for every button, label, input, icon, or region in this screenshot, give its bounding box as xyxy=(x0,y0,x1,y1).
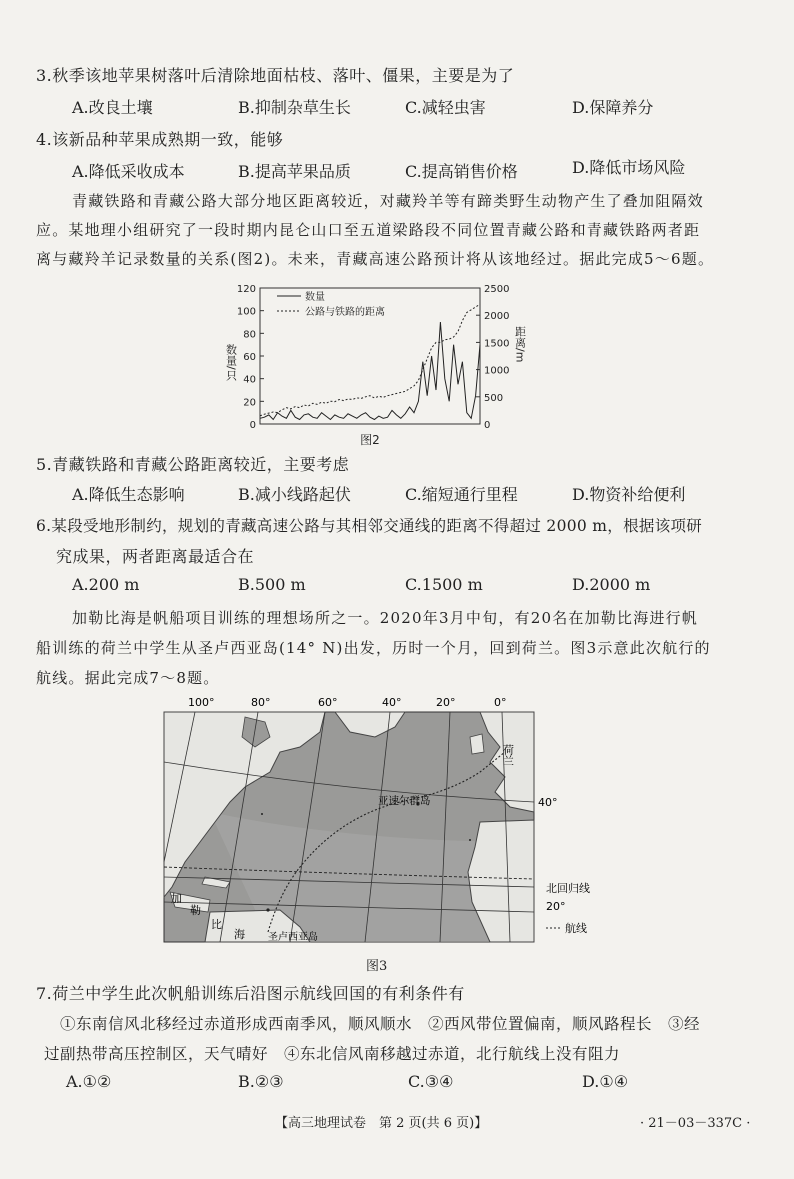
q3-option-a: A.改良土壤 xyxy=(72,98,153,117)
caribbean-char-2: 勒 xyxy=(190,904,201,917)
q4-option-b: B.提高苹果品质 xyxy=(238,162,351,181)
lon-label-20: 20° xyxy=(436,696,456,709)
passage2-line1: 加勒比海是帆船项目训练的理想场所之一。2020年3月中旬，有20名在加勒比海进行帆 xyxy=(72,609,699,627)
y-axis-label: 数量/只 xyxy=(224,344,238,381)
y-tick-label: 0 xyxy=(249,420,256,431)
y-tick-label: 100 xyxy=(236,306,256,318)
legend-label-count: 数量 xyxy=(305,292,325,303)
footer-code: · 21－03－337C · xyxy=(640,1116,751,1131)
q7-option-b: B.②③ xyxy=(238,1072,284,1091)
q6-stem-line2: 究成果，两者距离最适合在 xyxy=(56,547,255,566)
q6-stem-line1: 6.某段受地形制约，规划的青藏高速公路与其相邻交通线的距离不得超过 2000 m，根据该项研 xyxy=(36,517,703,535)
lon-label-80: 80° xyxy=(251,696,271,709)
y2-tick-label: 1500 xyxy=(484,338,510,350)
passage1-line3: 离与藏羚羊记录数量的关系(图2)。未来，青藏高速公路预计将从该地经过。据此完成5～6题。 xyxy=(36,250,715,268)
figure2-chart xyxy=(215,282,535,448)
y2-tick-label: 1000 xyxy=(484,365,510,377)
y-tick-label: 80 xyxy=(243,329,256,341)
y2-tick-label: 0 xyxy=(484,420,491,431)
q3-option-b: B.抑制杂草生长 xyxy=(238,98,351,117)
q4-option-a: A.降低采收成本 xyxy=(72,162,185,181)
st-lucia-label: 圣卢西亚岛 xyxy=(268,932,318,943)
q3-stem: 3.秋季该地苹果树落叶后清除地面枯枝、落叶、僵果，主要是为了 xyxy=(36,66,515,85)
azores-label: 亚速尔群岛 xyxy=(378,795,431,807)
y-tick-label: 60 xyxy=(243,352,256,363)
lon-label-0: 0° xyxy=(494,696,507,709)
figure3-caption: 图3 xyxy=(366,959,388,974)
route-legend-label: 航线 xyxy=(565,922,587,935)
y-tick-label: 120 xyxy=(236,284,256,295)
figure3-map xyxy=(150,692,600,972)
q5-option-b: B.减小线路起伏 xyxy=(238,485,351,504)
q3-option-c: C.减轻虫害 xyxy=(405,98,486,117)
q5-option-a: A.降低生态影响 xyxy=(72,485,185,504)
q4-stem: 4.该新品种苹果成熟期一致，能够 xyxy=(36,130,284,149)
q3-option-d: D.保障养分 xyxy=(572,98,654,117)
q5-option-c: C.缩短通行里程 xyxy=(405,485,518,504)
q5-option-d: D.物资补给便利 xyxy=(572,485,686,504)
lat-label-20: 20° xyxy=(546,900,566,913)
y2-tick-label: 2000 xyxy=(484,311,510,323)
caribbean-char-3: 比 xyxy=(211,918,222,931)
q7-choices-line1: ①东南信风北移经过赤道形成西南季风，顺风顺水 ②西风带位置偏南，顺风路程长 ③经 xyxy=(60,1015,701,1033)
q7-choices-line2: 过副热带高压控制区，天气晴好 ④东北信风南移越过赤道，北行航线上没有阻力 xyxy=(44,1045,621,1063)
tropic-label: 北回归线 xyxy=(546,882,590,895)
lon-label-40: 40° xyxy=(382,696,402,709)
q6-option-d: D.2000 m xyxy=(572,575,651,594)
passage1-line2: 应。某地理小组研究了一段时期内昆仑山口至五道梁路段不同位置青藏公路和青藏铁路两者距 xyxy=(36,221,701,239)
passage2-line3: 航线。据此完成7～8题。 xyxy=(36,669,220,687)
q6-option-b: B.500 m xyxy=(238,575,306,594)
caribbean-char-1: 加 xyxy=(171,892,182,905)
count-series-line xyxy=(260,322,480,420)
q7-option-c: C.③④ xyxy=(408,1072,454,1091)
q6-option-c: C.1500 m xyxy=(405,575,483,594)
st-lucia-marker xyxy=(266,908,269,911)
q7-option-d: D.①④ xyxy=(582,1072,629,1091)
lon-label-100: 100° xyxy=(188,696,215,709)
q7-option-a: A.①② xyxy=(66,1072,112,1091)
q5-stem: 5.青藏铁路和青藏公路距离较近，主要考虑 xyxy=(36,455,350,474)
footer-title: 【高三地理试卷 第 2 页(共 6 页)】 xyxy=(275,1116,488,1131)
legend-label-distance: 公路与铁路的距离 xyxy=(305,307,385,318)
distance-series-line xyxy=(260,304,480,416)
q4-option-d: D.降低市场风险 xyxy=(572,158,686,177)
q6-option-a: A.200 m xyxy=(72,575,140,594)
passage2-line2: 船训练的荷兰中学生从圣卢西亚岛(14° N)出发，历时一个月，回到荷兰。图3示意此次航行的 xyxy=(36,639,711,657)
y-tick-label: 40 xyxy=(243,374,256,386)
lon-label-60: 60° xyxy=(318,696,338,709)
y2-axis-label: 距离/m xyxy=(513,326,527,363)
y2-tick-label: 2500 xyxy=(484,284,510,295)
y2-tick-label: 500 xyxy=(484,392,504,404)
q7-stem: 7.荷兰中学生此次帆船训练后沿图示航线回国的有利条件有 xyxy=(36,984,465,1003)
lat-label-40: 40° xyxy=(538,796,558,809)
caribbean-char-4: 海 xyxy=(234,928,245,941)
q4-option-c: C.提高销售价格 xyxy=(405,162,518,181)
netherlands-label: 荷兰 xyxy=(501,744,515,766)
passage1-line1: 青藏铁路和青藏公路大部分地区距离较近，对藏羚羊等有蹄类野生动物产生了叠加阻隔效 xyxy=(72,192,704,210)
y-tick-label: 20 xyxy=(243,397,256,409)
figure2-caption: 图2 xyxy=(360,433,380,447)
